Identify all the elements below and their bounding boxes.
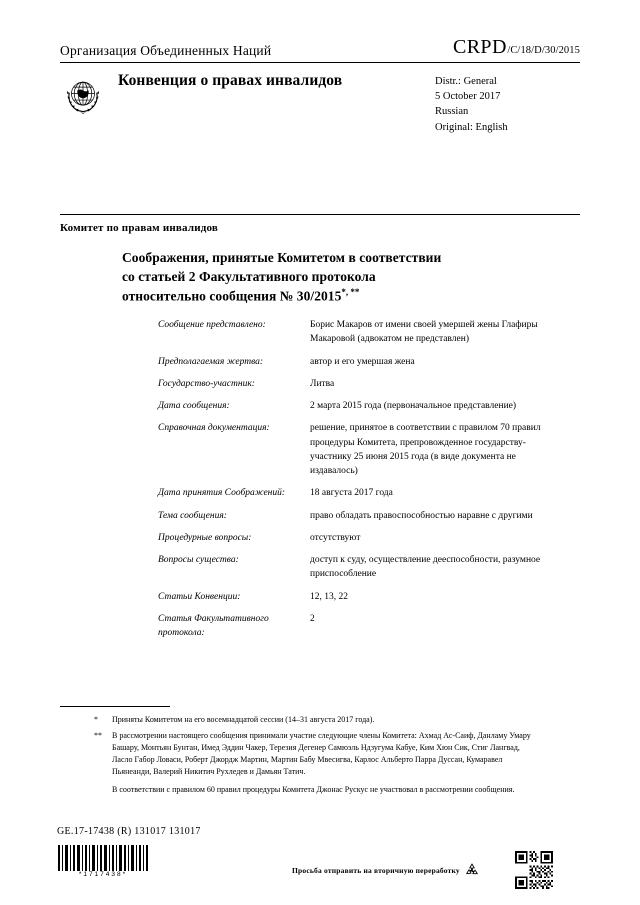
case-detail-label: Процедурные вопросы: bbox=[158, 532, 252, 543]
case-detail-label: Дата принятия Соображений: bbox=[158, 488, 286, 499]
case-detail-value: отсутствуют bbox=[310, 532, 361, 543]
case-detail-row bbox=[158, 509, 558, 523]
document-code: GE.17-17438 (R) 131017 131017 bbox=[57, 826, 201, 837]
footnote-additional-text: В соответствии с правилом 60 правил процедуры Комитета Джонас Рускус не участвовал в рассмотрении сообщения. bbox=[112, 785, 515, 794]
case-details-table bbox=[158, 318, 558, 648]
footnotes-section bbox=[92, 714, 542, 796]
case-detail-label: Дата сообщения: bbox=[158, 401, 230, 411]
footnote-divider bbox=[60, 706, 170, 707]
footnote-text: Приняты Комитетом на его восемнадцатой сессии (14–31 августа 2017 года). bbox=[112, 715, 375, 724]
case-detail-value: 2 марта 2015 года (первоначальное представление) bbox=[310, 401, 517, 411]
case-detail-label: Статья Факультативного протокола: bbox=[158, 613, 269, 638]
case-detail-label: Сообщение представлено: bbox=[158, 320, 266, 330]
case-detail-row bbox=[158, 399, 558, 413]
title-block bbox=[60, 70, 580, 135]
recycle-notice-text: Просьба отправить на вторичную переработку bbox=[292, 865, 460, 875]
footnote bbox=[92, 714, 542, 726]
case-detail-row bbox=[158, 590, 558, 604]
page-title-line-1: Соображения, принятые Комитетом в соответствии bbox=[122, 250, 442, 265]
masthead-divider bbox=[60, 62, 580, 63]
header-bottom-divider bbox=[60, 214, 580, 215]
committee-name: Комитет по правам инвалидов bbox=[60, 222, 219, 234]
masthead-top-row bbox=[60, 36, 580, 62]
footnote-marker: * bbox=[94, 715, 98, 724]
case-detail-row bbox=[158, 531, 558, 545]
case-detail-label: Справочная документация: bbox=[158, 423, 270, 434]
case-detail-value: право обладать правоспособностью наравне с другими bbox=[310, 510, 533, 521]
footnote bbox=[92, 730, 542, 778]
case-detail-row bbox=[158, 486, 558, 500]
case-detail-label: Предполагаемая жертва: bbox=[158, 356, 264, 367]
original-language: Original: English bbox=[435, 121, 508, 133]
recycle-notice bbox=[292, 862, 480, 878]
case-detail-label: Тема сообщения: bbox=[158, 510, 227, 521]
distribution-block bbox=[435, 70, 580, 135]
document-symbol bbox=[453, 36, 580, 59]
case-detail-row bbox=[158, 612, 558, 641]
distribution-date: 5 October 2017 bbox=[435, 91, 501, 103]
case-detail-value: 12, 13, 22 bbox=[310, 591, 348, 602]
case-detail-label: Государство-участник: bbox=[158, 378, 255, 389]
convention-title: Конвенция о правах инвалидов bbox=[118, 72, 343, 89]
case-detail-value: 2 bbox=[310, 613, 315, 624]
page-title-line-2: со статьей 2 Факультативного протокола bbox=[122, 269, 376, 285]
case-detail-value: решение, принятое в соответствии с правилом 70 правил процедуры Комитета, препровожденное государству-участнику 25 июня 2015 года (в виде документа не издавалось) bbox=[310, 423, 541, 476]
organization-name: Организация Объединенных Наций bbox=[60, 43, 272, 58]
footnote-marker: ** bbox=[94, 731, 102, 740]
qr-code-icon bbox=[515, 851, 553, 889]
case-detail-value: доступ к суду, осуществление дееспособности, разумное приспособление bbox=[310, 555, 541, 580]
page-title bbox=[122, 248, 542, 306]
recycle-icon bbox=[464, 862, 480, 878]
document-symbol-main: CRPD bbox=[452, 36, 507, 58]
barcode-icon bbox=[57, 845, 149, 871]
case-detail-row bbox=[158, 318, 558, 347]
footnote-text: В рассмотрении настоящего сообщения принимали участие следующие члены Комитета: Ахмад Ас-Саиф, Данламу Умару Башару, Монтьян Бунтан, Имед Эддин Чакер, Терезия Дегенер Самюэль Ндзугума Кабуе, Ким Хюн Сик, Стиг Лангвад, Ласло Габор Ловаси, Роберт Джордж Мартин, Мартин Бабу Мвесигва, Карлос Альберто Парра Дуссан, Кумаравел Пьянеанди, Валерий Никитич Рухледев и Дамьян Татич. bbox=[112, 731, 531, 776]
case-detail-label: Статьи Конвенции: bbox=[158, 591, 241, 602]
case-detail-value: автор и его умершая жена bbox=[310, 356, 415, 367]
case-detail-label: Вопросы существа: bbox=[158, 555, 239, 565]
page-title-line-3: относительно сообщения № 30/2015 bbox=[122, 288, 342, 304]
case-detail-row bbox=[158, 355, 558, 369]
case-detail-row bbox=[158, 421, 558, 478]
case-detail-value: Борис Макаров от имени своей умершей жены Глафиры Макаровой (адвокатом не представлен) bbox=[310, 320, 538, 345]
page-title-footnote-marks: *, ** bbox=[341, 287, 360, 298]
document-symbol-suffix: /C/18/D/30/2015 bbox=[507, 45, 580, 56]
case-detail-row bbox=[158, 553, 558, 582]
distribution-type: Distr.: General bbox=[435, 76, 497, 87]
masthead bbox=[60, 36, 580, 63]
document-language: Russian bbox=[435, 106, 469, 118]
case-detail-value: Литва bbox=[310, 378, 335, 389]
case-detail-value: 18 августа 2017 года bbox=[310, 488, 393, 499]
un-emblem-icon bbox=[60, 72, 106, 118]
case-detail-row bbox=[158, 377, 558, 391]
barcode-number: *1717438* bbox=[78, 871, 128, 878]
